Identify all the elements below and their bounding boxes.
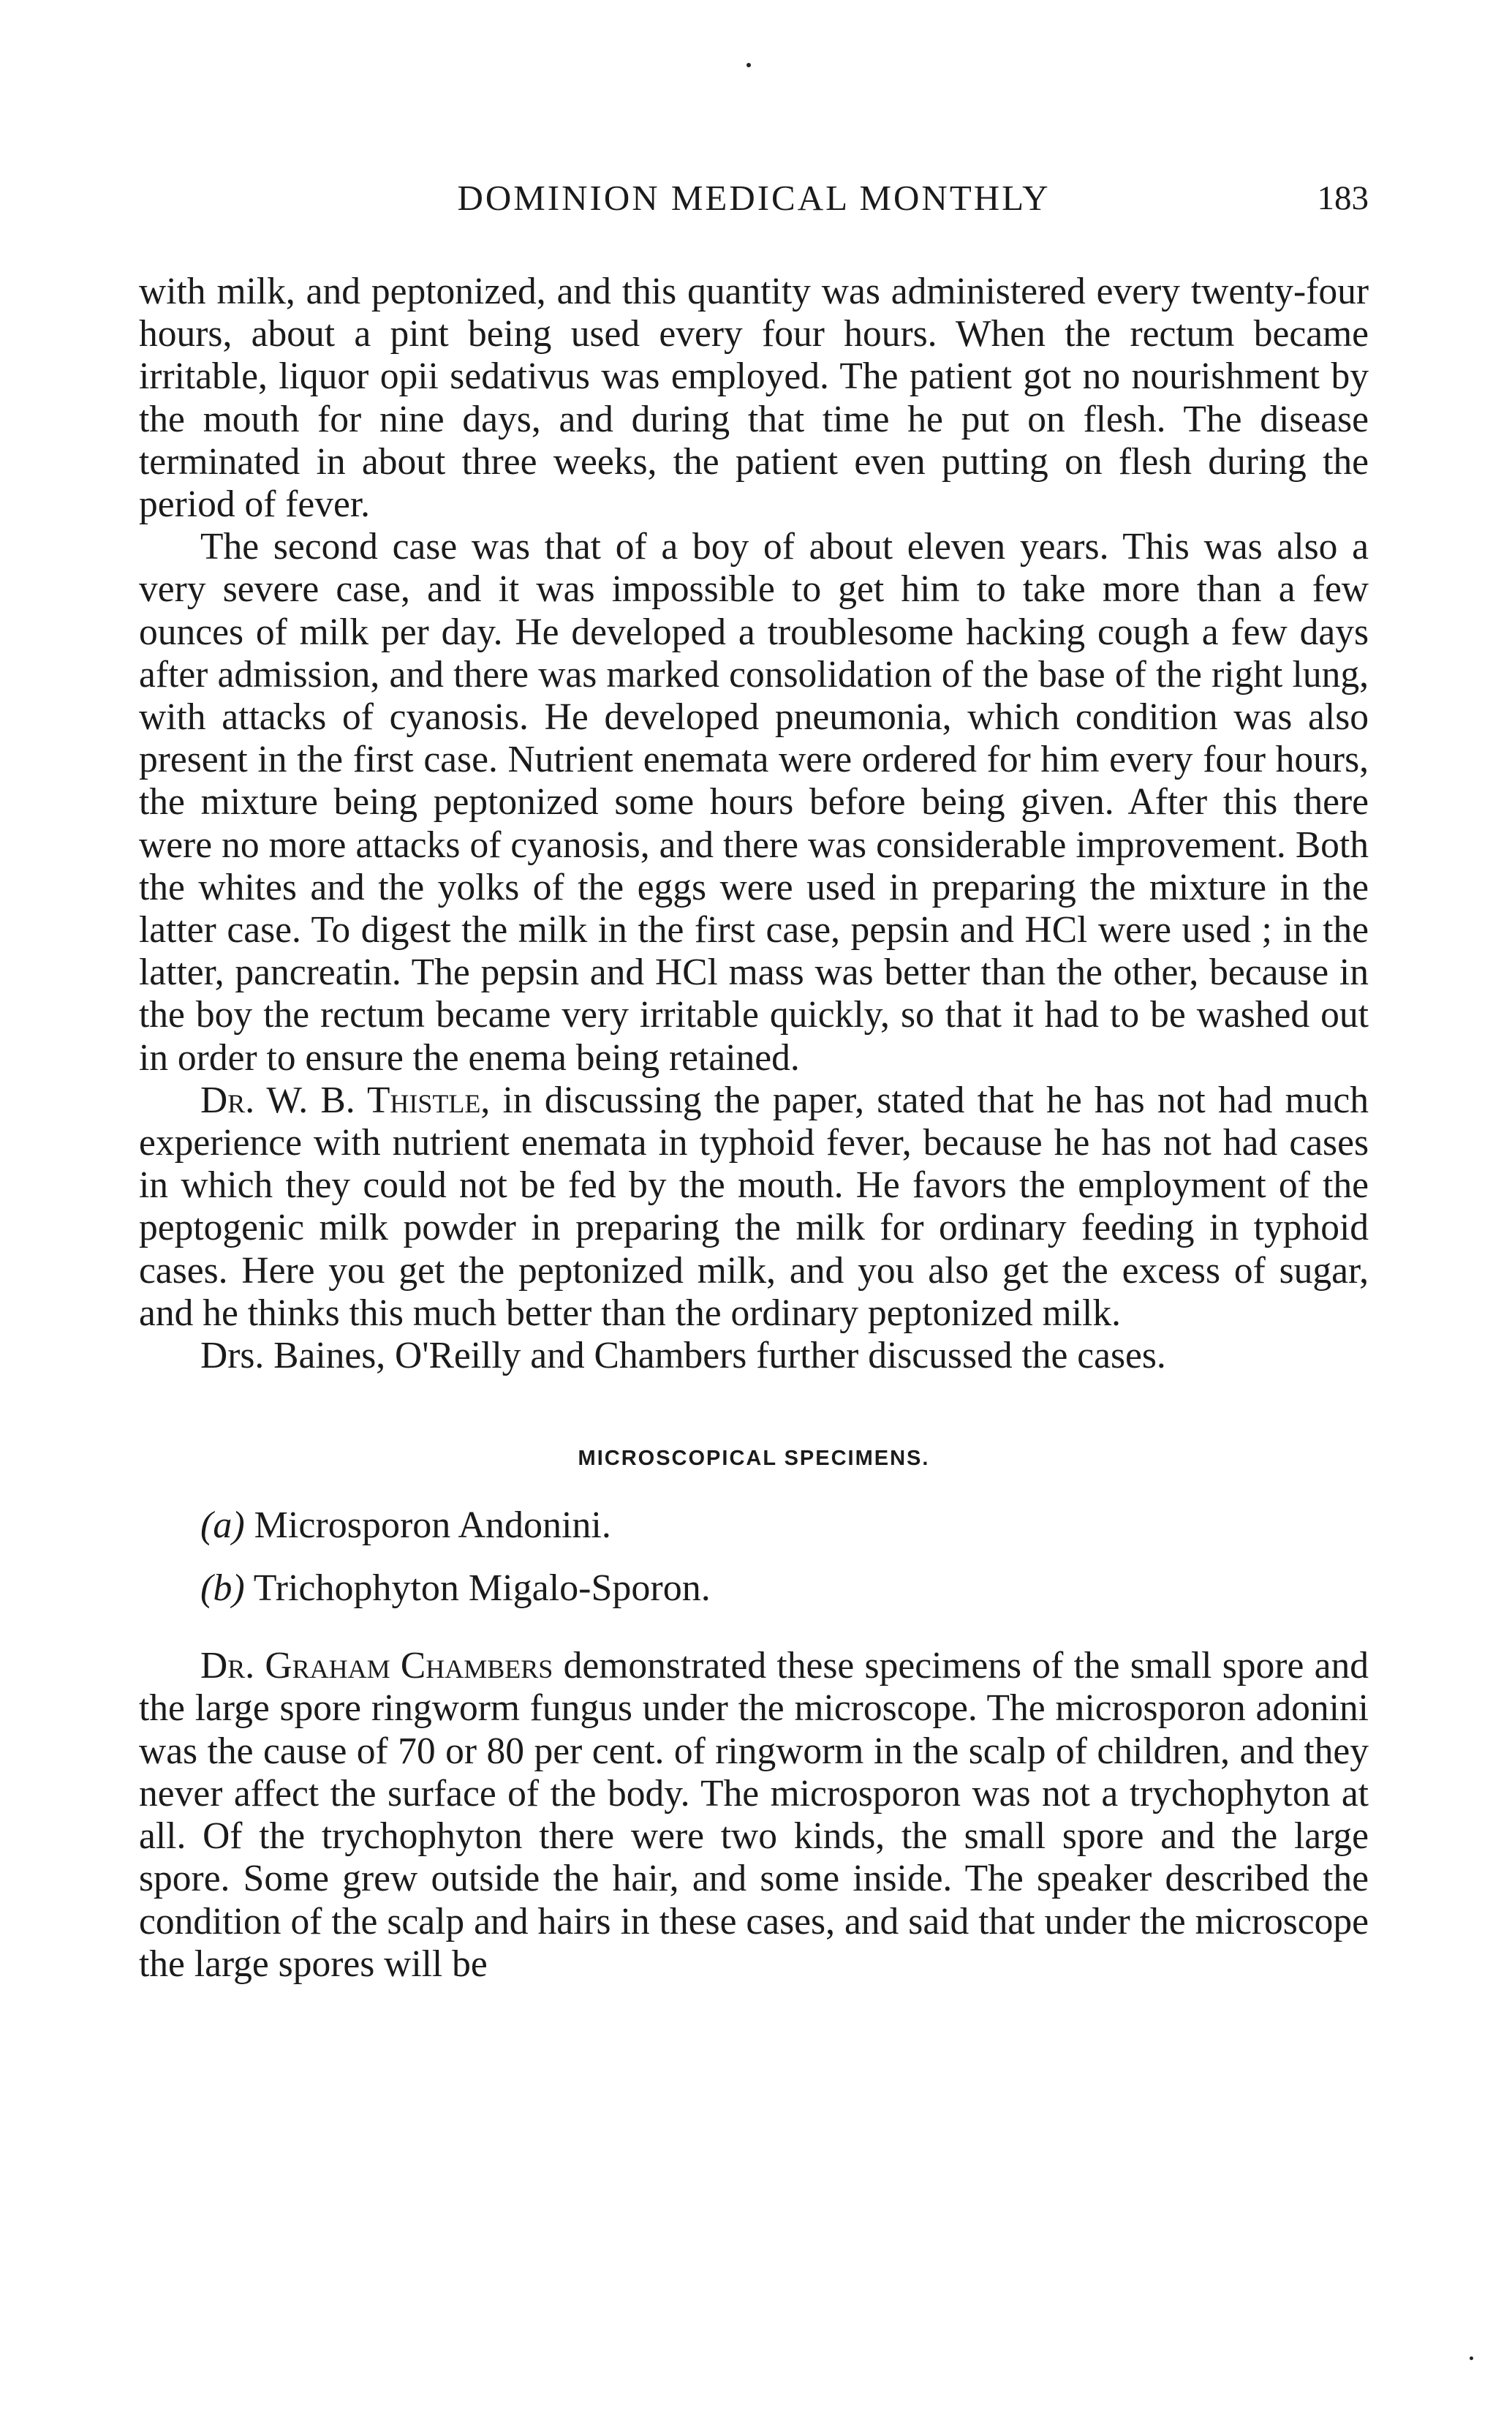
paragraph-thistle-discussion (139, 1079, 1369, 1335)
speaker-name: Dr. W. B. Thistle, (200, 1079, 491, 1121)
print-speck-top (746, 63, 751, 67)
paragraph-text: demonstrated these specimens of the small spore and the large spore ringworm fungus under the microscope. The microsporon adonini was the cause of 70 or 80 per cent. of ringworm in the scalp of children, and they never affect the surface of the body. The microsporon was not a trychophyton at all. Of the trychophyton there were two kinds, the small spore and the large spore. Some grew outside the hair, and some inside. The speaker described the condition of the scalp and hairs in these cases, and said that under the microscope the large spores will be (139, 1645, 1369, 1985)
paragraph-further-discussion: Drs. Baines, O'Reilly and Chambers further discussed the cases. (200, 1335, 1166, 1377)
paragraph-text: in discussing the paper, stated that he has not had much experience with nutrient enemata in typhoid fever, because he has not had cases in which they could not be fed by the mouth. He favors the employment of the peptogenic milk powder in preparing the milk for ordinary feeding in typhoid cases. Here you get the peptonized milk, and you also get the excess of sugar, and he thinks this much better than the ordinary peptonized milk. (139, 1079, 1369, 1334)
section-heading: MICROSCOPICAL SPECIMENS. (578, 1447, 930, 1471)
specimen-name: Trichophyton Migalo-Sporon. (253, 1567, 711, 1610)
speaker-name: Dr. Graham Chambers (200, 1645, 553, 1687)
paragraph-chambers-demonstration (139, 1645, 1369, 1986)
specimen-item (139, 1503, 1369, 1548)
paragraph-first-case-continued: with milk, and peptonized, and this quantity was administered every twenty-four hours, about a pint being used every four hours. When the rectum became irritable, liquor opii sedativus was employed. The patient got no nourishment by the mouth for nine days, and during that time he put on flesh. The disease terminated in about three weeks, the patient even putting on flesh during the period of fever. (139, 271, 1369, 526)
page-number: 183 (1317, 179, 1369, 217)
running-title: DOMINION MEDICAL MONTHLY (457, 178, 1051, 218)
specimen-letter: (b) (200, 1567, 245, 1610)
specimen-name: Microsporon Andonini. (254, 1504, 611, 1547)
print-speck-bottom (1470, 2356, 1473, 2360)
body-text (139, 271, 1369, 1986)
specimen-item (139, 1566, 1369, 1611)
running-header (139, 173, 1369, 224)
specimen-letter: (a) (200, 1504, 245, 1547)
paragraph-second-case: The second case was that of a boy of about eleven years. This was also a very severe case, and it was impossible to get him to take more than a few ounces of milk per day. He developed a troublesome hacking cough a few days after admission, and there was marked consolidation of the base of the right lung, with attacks of cyanosis. He developed pneumonia, which condition was also present in the first case. Nutrient enemata were ordered for him every four hours, the mixture being peptonized some hours before being given. After this there were no more attacks of cyanosis, and there was considerable improvement. Both the whites and the yolks of the eggs were used in preparing the mixture in the latter case. To digest the milk in the first case, pepsin and HCl were used ; in the latter, pancreatin. The pepsin and HCl mass was better than the other, because in the boy the rectum became very irritable quickly, so that it had to be washed out in order to ensure the enema being retained. (139, 526, 1369, 1079)
